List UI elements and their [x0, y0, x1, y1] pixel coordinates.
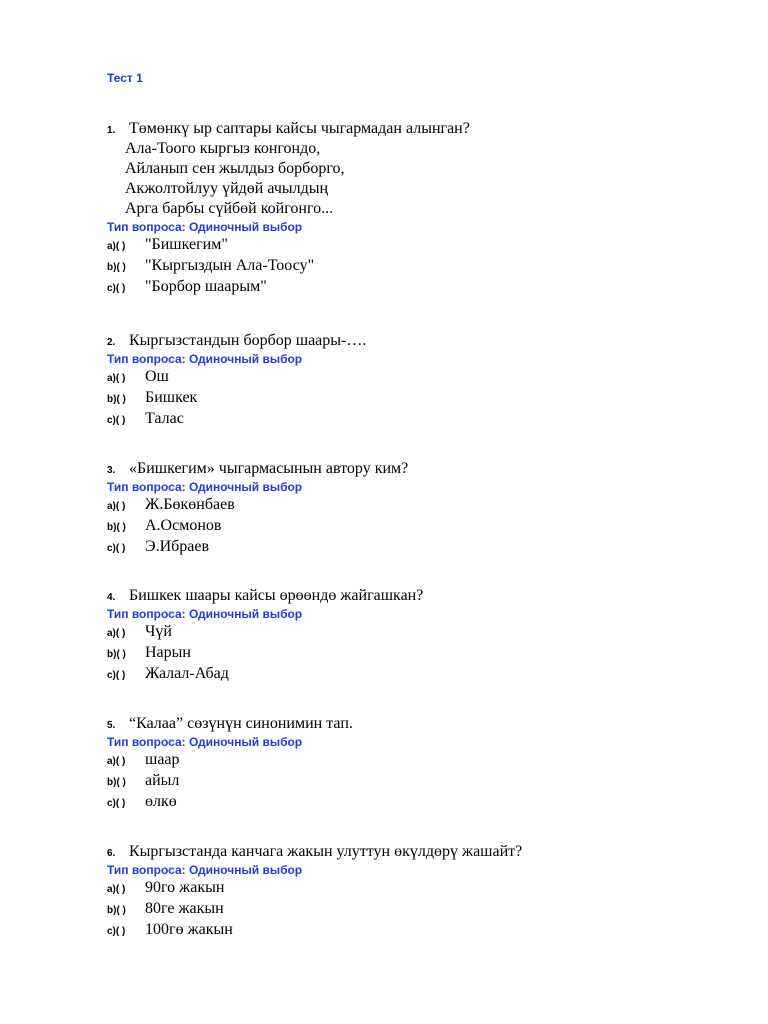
option-a[interactable]: [107, 366, 366, 387]
question-3: [107, 459, 408, 557]
verse-line: Акжолтойлуу үйдөй ачылдың: [125, 180, 329, 197]
question-number: 1.: [107, 125, 116, 136]
option-a[interactable]: [107, 494, 408, 515]
option-c[interactable]: [107, 919, 522, 940]
question-6: [107, 842, 522, 940]
option-letter: b)( ): [107, 394, 126, 405]
option-letter: a)( ): [107, 756, 126, 767]
test-title: Тест 1: [107, 71, 143, 85]
option-text: Ж.Бөкөнбаев: [145, 496, 235, 513]
option-text: "Борбор шаарым": [145, 278, 267, 295]
question-prompt: “Калаа” сөзүнүн синонимин тап.: [129, 715, 353, 732]
option-letter: b)( ): [107, 649, 126, 660]
option-c[interactable]: [107, 276, 470, 297]
option-letter: a)( ): [107, 628, 126, 639]
option-text: Нарын: [145, 644, 191, 661]
question-type-label: Тип вопроса: Одиночный выбор: [107, 735, 303, 749]
option-text: Ош: [145, 368, 169, 385]
option-b[interactable]: [107, 515, 408, 536]
verse-line: Ала-Тоого кыргыз конгондо,: [125, 140, 321, 157]
question-type-label: Тип вопроса: Одиночный выбор: [107, 220, 303, 234]
option-b[interactable]: [107, 898, 522, 919]
question-text: [107, 459, 408, 479]
option-b[interactable]: [107, 642, 423, 663]
option-letter: b)( ): [107, 777, 126, 788]
option-a[interactable]: [107, 749, 353, 770]
question-prompt: Төмөнкү ыр саптары кайсы чыгармадан алынган?: [129, 120, 470, 137]
option-text: шаар: [145, 751, 180, 768]
option-text: Жалал-Абад: [145, 665, 229, 682]
question-4: [107, 586, 423, 684]
question-type-label: Тип вопроса: Одиночный выбор: [107, 863, 303, 877]
option-letter: c)( ): [107, 543, 126, 554]
option-text: Бишкек: [145, 389, 198, 406]
option-letter: b)( ): [107, 262, 126, 273]
option-text: 90го жакын: [145, 879, 225, 896]
question-prompt: Кыргызстандын борбор шаары-….: [129, 332, 367, 349]
question-2: [107, 331, 366, 429]
question-number: 5.: [107, 720, 116, 731]
question-text: [107, 714, 353, 734]
verse-line: Арга барбы сүйбөй койгонго...: [125, 200, 334, 217]
option-a[interactable]: [107, 234, 470, 255]
question-prompt: «Бишкегим» чыгармасынын автору ким?: [129, 460, 409, 477]
option-text: өлкө: [145, 793, 177, 810]
option-b[interactable]: [107, 255, 470, 276]
option-text: Талас: [145, 410, 184, 427]
question-type-label: Тип вопроса: Одиночный выбор: [107, 607, 303, 621]
option-text: 100гө жакын: [145, 921, 233, 938]
option-text: Э.Ибраев: [145, 538, 210, 555]
question-prompt: Кыргызстанда канчага жакын улуттун өкүлдөрү жашайт?: [129, 843, 523, 860]
option-c[interactable]: [107, 663, 423, 684]
option-text: А.Осмонов: [145, 517, 222, 534]
option-letter: c)( ): [107, 283, 126, 294]
verse-line: Айланып сен жылдыз борборго,: [125, 160, 345, 177]
option-text: "Кыргыздын Ала-Тоосу": [145, 257, 315, 274]
option-a[interactable]: [107, 877, 522, 898]
question-prompt: Бишкек шаары кайсы өрөөндө жайгашкан?: [129, 587, 424, 604]
option-b[interactable]: [107, 770, 353, 791]
option-c[interactable]: [107, 791, 353, 812]
option-letter: b)( ): [107, 522, 126, 533]
option-letter: a)( ): [107, 501, 126, 512]
question-type-label: Тип вопроса: Одиночный выбор: [107, 480, 303, 494]
option-c[interactable]: [107, 536, 408, 557]
option-letter: c)( ): [107, 926, 126, 937]
option-letter: a)( ): [107, 241, 126, 252]
option-text: айыл: [145, 772, 180, 789]
option-text: Чүй: [145, 623, 172, 640]
question-number: 3.: [107, 465, 116, 476]
question-text: [107, 842, 522, 862]
option-letter: a)( ): [107, 884, 126, 895]
option-letter: b)( ): [107, 905, 126, 916]
question-text: [107, 586, 423, 606]
question-number: 2.: [107, 337, 116, 348]
option-text: 80ге жакын: [145, 900, 224, 917]
option-text: "Бишкегим": [145, 236, 228, 253]
question-number: 4.: [107, 592, 116, 603]
option-letter: a)( ): [107, 373, 126, 384]
option-b[interactable]: [107, 387, 366, 408]
option-letter: c)( ): [107, 415, 126, 426]
question-1: [107, 119, 470, 297]
question-type-label: Тип вопроса: Одиночный выбор: [107, 352, 303, 366]
option-letter: c)( ): [107, 670, 126, 681]
option-c[interactable]: [107, 408, 366, 429]
question-text: [107, 331, 366, 351]
option-letter: c)( ): [107, 798, 126, 809]
option-a[interactable]: [107, 621, 423, 642]
question-number: 6.: [107, 848, 116, 859]
question-5: [107, 714, 353, 812]
question-text: [107, 119, 470, 139]
